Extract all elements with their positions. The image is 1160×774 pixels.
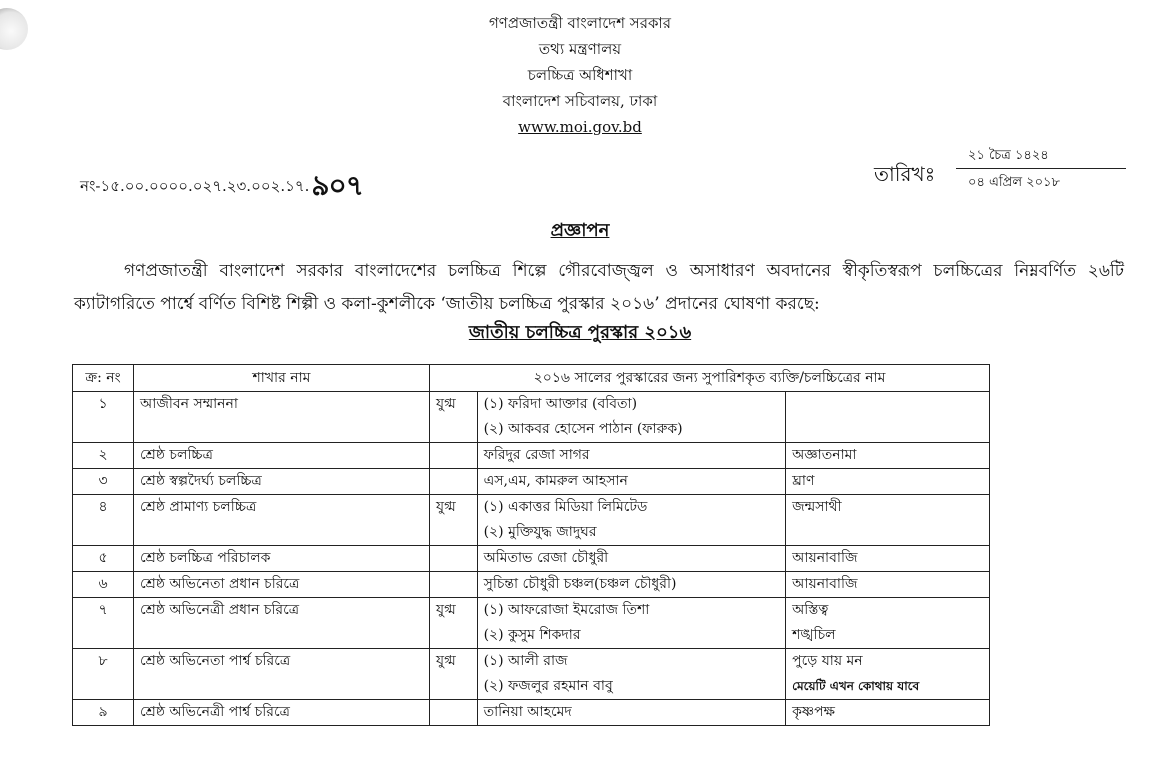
row-persons [477, 700, 786, 726]
row-joint [430, 443, 478, 469]
table-row [73, 392, 990, 443]
row-films [786, 495, 990, 546]
table-row [73, 469, 990, 495]
table-row [73, 572, 990, 598]
film-name: মেয়েটি এখন কোথায় যাবে [792, 679, 920, 693]
row-joint: যুগ্ম [430, 649, 478, 700]
film-name: কৃষ্ণপক্ষ [792, 704, 835, 720]
row-serial: ৪ [73, 495, 134, 546]
row-films [786, 546, 990, 572]
row-serial: ১ [73, 392, 134, 443]
table-header-row [73, 365, 990, 392]
date-block [874, 146, 1130, 196]
memo-number-prefix: নং-১৫.০০.০০০০.০২৭.২৩.০০২.১৭. [80, 177, 310, 195]
row-persons [477, 546, 786, 572]
website-link[interactable]: www.moi.gov.bd [518, 118, 642, 136]
row-joint [430, 572, 478, 598]
row-joint [430, 469, 478, 495]
row-category: শ্রেষ্ঠ চলচ্চিত্র পরিচালক [134, 546, 430, 572]
row-films [786, 572, 990, 598]
nominee-name: ফরিদুর রেজা সাগর [483, 447, 590, 463]
row-category: আজীবন সম্মাননা [134, 392, 430, 443]
notification-title: প্রজ্ঞাপন [550, 220, 610, 241]
table-row [73, 546, 990, 572]
letterhead [0, 10, 1160, 140]
nominee-name: অমিতাভ রেজা চৌধুরী [483, 550, 609, 566]
awards-table [72, 364, 990, 726]
row-category: শ্রেষ্ঠ স্বল্পদৈর্ঘ্য চলচ্চিত্র [134, 469, 430, 495]
date-divider [956, 168, 1126, 169]
row-films [786, 392, 990, 443]
nominee-name: (২) ফজলুর রহমান বাবু [483, 678, 613, 694]
row-category: শ্রেষ্ঠ চলচ্চিত্র [134, 443, 430, 469]
nominee-name: (২) আকবর হোসেন পাঠান (ফারুক) [483, 421, 683, 437]
ministry-name: তথ্য মন্ত্রণালয় [538, 40, 622, 58]
row-joint [430, 700, 478, 726]
row-films [786, 700, 990, 726]
row-category: শ্রেষ্ঠ অভিনেত্রী প্রধান চরিত্রে [134, 598, 430, 649]
row-serial: ৫ [73, 546, 134, 572]
row-persons [477, 572, 786, 598]
row-films [786, 649, 990, 700]
row-serial: ৮ [73, 649, 134, 700]
nominee-name: (১) আলী রাজ [483, 653, 568, 669]
table-row [73, 649, 990, 700]
row-serial: ৩ [73, 469, 134, 495]
film-name: শঙ্খচিল [792, 627, 836, 643]
row-persons [477, 469, 786, 495]
header-category: শাখার নাম [134, 365, 430, 392]
nominee-name: সুচিন্তা চৌধুরী চঞ্চল(চঞ্চল চৌধুরী) [483, 576, 677, 592]
row-films [786, 598, 990, 649]
film-name: অজ্ঞাতনামা [792, 447, 857, 463]
row-serial: ৬ [73, 572, 134, 598]
row-persons [477, 649, 786, 700]
row-category: শ্রেষ্ঠ অভিনেতা প্রধান চরিত্রে [134, 572, 430, 598]
table-row [73, 700, 990, 726]
row-serial: ২ [73, 443, 134, 469]
row-category: শ্রেষ্ঠ প্রামাণ্য চলচ্চিত্র [134, 495, 430, 546]
table-row [73, 598, 990, 649]
date-label: তারিখঃ [874, 162, 936, 186]
row-persons [477, 495, 786, 546]
row-joint: যুগ্ম [430, 495, 478, 546]
row-serial: ৯ [73, 700, 134, 726]
row-joint [430, 546, 478, 572]
nominee-name: তানিয়া আহমেদ [483, 704, 572, 720]
nominee-name: (১) আফরোজা ইমরোজ তিশা [483, 602, 650, 618]
film-name: আয়নাবাজি [792, 550, 858, 566]
memo-number [80, 160, 363, 207]
film-name: জন্মসাথী [792, 499, 842, 515]
awards-table-body [73, 392, 990, 726]
row-joint: যুগ্ম [430, 598, 478, 649]
table-row [73, 495, 990, 546]
film-name: পুড়ে যায় মন [792, 653, 863, 669]
row-films [786, 443, 990, 469]
film-name: আয়নাবাজি [792, 576, 858, 592]
header-nominee: ২০১৬ সালের পুরস্কারের জন্য সুপারিশকৃত ব্যক্তি/চলচ্চিত্রের নাম [430, 365, 990, 392]
nominee-name: (২) কুসুম শিকদার [483, 627, 581, 643]
row-persons [477, 598, 786, 649]
film-name: ঘ্রাণ [792, 473, 815, 489]
office-address: বাংলাদেশ সচিবালয়, ঢাকা [502, 92, 658, 110]
row-persons [477, 392, 786, 443]
film-name: অস্তিত্ব [792, 602, 829, 618]
notification-body: গণপ্রজাতন্ত্রী বাংলাদেশ সরকার বাংলাদেশের চলচ্চিত্র শিল্পে গৌরবোজ্জ্বল ও অসাধারণ অবদানের স্বীকৃতিস্বরূপ চলচ্চিত্রের নিম্নবর্ণিত ২৬টি ক্যাটাগরিতে পার্শ্বে বর্ণিত বিশিষ্ট শিল্পী ও কলা-কুশলীকে ‘জাতীয় চলচ্চিত্র পুরস্কার ২০১৬’ প্রদানের ঘোষণা করছে: [74, 261, 1124, 314]
handwritten-number: ৯০৭ [311, 169, 363, 202]
row-category: শ্রেষ্ঠ অভিনেতা পার্শ্ব চরিত্রে [134, 649, 430, 700]
row-serial: ৭ [73, 598, 134, 649]
bangla-date: ২১ চৈত্র ১৪২৪ [968, 148, 1049, 163]
govt-name: গণপ্রজাতন্ত্রী বাংলাদেশ সরকার [488, 14, 672, 32]
nominee-name: এস,এম, কামরুল আহসান [483, 473, 628, 489]
row-category: শ্রেষ্ঠ অভিনেত্রী পার্শ্ব চরিত্রে [134, 700, 430, 726]
table-row [73, 443, 990, 469]
header-serial: ক্র: নং [73, 365, 134, 392]
english-date: ০৪ এপ্রিল ২০১৮ [968, 175, 1060, 190]
nominee-name: (১) একাত্তর মিডিয়া লিমিটেড [483, 499, 648, 515]
division-name: চলচ্চিত্র অধিশাখা [527, 66, 633, 84]
nominee-name: (১) ফরিদা আক্তার (ববিতা) [483, 396, 638, 412]
nominee-name: (২) মুক্তিযুদ্ধ জাদুঘর [483, 524, 597, 540]
row-joint: যুগ্ম [430, 392, 478, 443]
row-persons [477, 443, 786, 469]
table-title: জাতীয় চলচ্চিত্র পুরস্কার ২০১৬ [468, 322, 692, 343]
row-films [786, 469, 990, 495]
